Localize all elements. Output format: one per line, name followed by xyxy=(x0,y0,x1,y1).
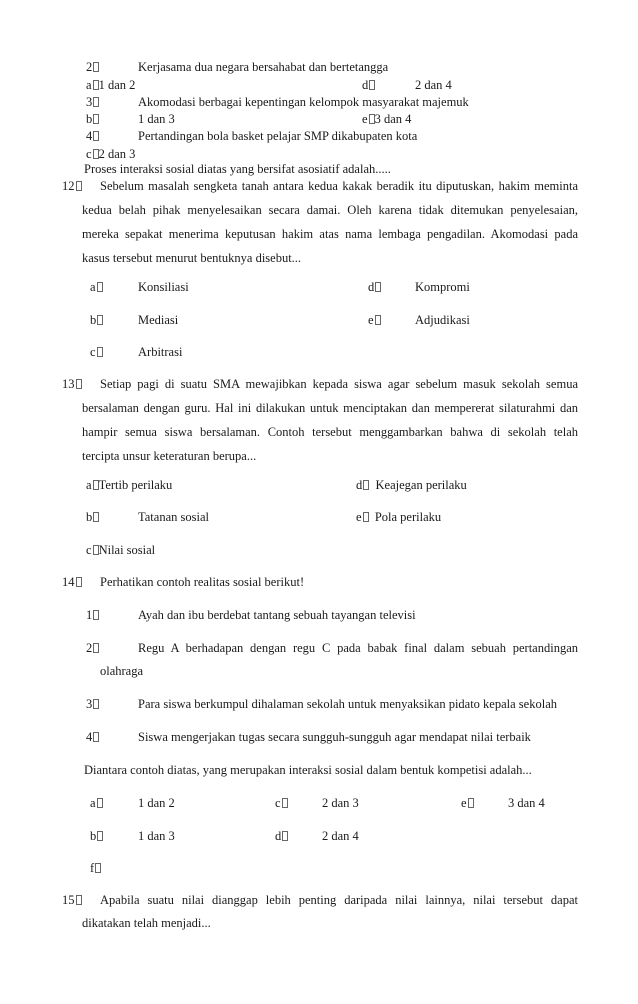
item-number: 4 xyxy=(86,730,99,745)
item-text: Siswa mengerjakan tugas secara sungguh-sungguh agar mendapat nilai terbaik xyxy=(138,730,531,744)
bullet-box-icon xyxy=(468,798,474,808)
option-a: a Tertib perilaku xyxy=(86,478,173,492)
question-text: Diantara contoh diatas, yang merupakan interaksi sosial dalam bentuk kompetisi adalah... xyxy=(84,763,532,777)
option-b-text: 1 dan 3 xyxy=(138,112,175,126)
bullet-box-icon xyxy=(282,831,288,841)
question-line: Sebelum masalah sengketa tanah antara kedua kakak beradik itu diputuskan, hakim meminta xyxy=(100,179,578,193)
bullet-box-icon xyxy=(76,181,82,191)
option-e: e Pola perilaku xyxy=(356,510,442,524)
option-d-letter: d xyxy=(362,78,375,93)
item-number: 2 xyxy=(86,641,99,656)
bullet-box-icon xyxy=(93,131,99,141)
question-number: 12 xyxy=(62,179,82,194)
option-letter: b xyxy=(90,313,103,328)
option-text: Mediasi xyxy=(138,313,179,327)
option-letter: b xyxy=(90,829,103,844)
question-line: tercipta unsur keteraturan berupa... xyxy=(82,449,257,463)
bullet-box-icon xyxy=(93,62,99,72)
option-letter: c xyxy=(275,796,288,811)
option-letter: a xyxy=(90,796,103,811)
option-text: Tatanan sosial xyxy=(138,510,209,524)
bullet-box-icon xyxy=(282,798,288,808)
bullet-box-icon xyxy=(363,480,369,490)
option-text: 2 dan 4 xyxy=(322,829,359,843)
bullet-box-icon xyxy=(76,577,82,587)
bullet-box-icon xyxy=(375,282,381,292)
option-letter: d xyxy=(368,280,381,295)
option-text: Konsiliasi xyxy=(138,280,189,294)
option-d-text: 2 dan 4 xyxy=(415,78,452,92)
question-text: Proses interaksi sosial diatas yang bersifat asosiatif adalah..... xyxy=(84,162,391,176)
bullet-box-icon xyxy=(375,315,381,325)
question-line: Apabila suatu nilai dianggap lebih penting daripada nilai lainnya, nilai tersebut dapat xyxy=(100,893,578,907)
option-text: 2 dan 3 xyxy=(322,796,359,810)
item-text: Para siswa berkumpul dihalaman sekolah untuk menyaksikan pidato kepala sekolah xyxy=(138,697,557,711)
question-line: kedua belah pihak menyelesaikan secara damai. Oleh karena tidak ditemukan penyelesaian, xyxy=(82,203,578,217)
question-line: bersalaman dengan guru. Hal ini dilakukan untuk menciptakan dan mempererat silaturahmi dan xyxy=(82,401,578,415)
question-line: Setiap pagi di suatu SMA mewajibkan kepada siswa agar sebelum masuk sekolah semua xyxy=(100,377,578,391)
bullet-box-icon xyxy=(97,347,103,357)
item-text: Pertandingan bola basket pelajar SMP dikabupaten kota xyxy=(138,129,418,143)
option-d: d Keajegan perilaku xyxy=(356,478,467,492)
option-text: 1 dan 3 xyxy=(138,829,175,843)
question-number: 14 xyxy=(62,575,82,590)
item-text-continued: olahraga xyxy=(100,664,144,678)
question-line: mereka sepakat menerima keputusan hakim atas nama lembaga pengadilan. Akomodasi pada xyxy=(82,227,578,241)
option-letter: b xyxy=(86,510,99,525)
bullet-box-icon xyxy=(95,863,101,873)
option-b-letter: b xyxy=(86,112,99,127)
question-line: dikatakan telah menjadi... xyxy=(82,916,211,930)
item-text: Regu A berhadapan dengan regu C pada babak final dalam sebuah pertandingan xyxy=(138,641,578,655)
option-e: e 3 dan 4 xyxy=(362,112,412,126)
bullet-box-icon xyxy=(97,282,103,292)
bullet-box-icon xyxy=(76,895,82,905)
bullet-box-icon xyxy=(97,798,103,808)
bullet-box-icon xyxy=(76,379,82,389)
question-line: hampir semua siswa bersalaman. Contoh tersebut menggambarkan bahwa di sekolah telah xyxy=(82,425,578,439)
option-text: Arbitrasi xyxy=(138,345,183,359)
bullet-box-icon xyxy=(93,643,99,653)
option-text: Adjudikasi xyxy=(415,313,470,327)
option-letter: e xyxy=(461,796,474,811)
option-letter: a xyxy=(90,280,103,295)
item-text: Ayah dan ibu berdebat tantang sebuah tayangan televisi xyxy=(138,608,416,622)
bullet-box-icon xyxy=(93,610,99,620)
item-number: 1 xyxy=(86,608,99,623)
question-intro: Perhatikan contoh realitas sosial berikut! xyxy=(100,575,305,589)
option-letter: f xyxy=(90,861,101,876)
item-number: 4 xyxy=(86,129,99,144)
item-number: 3 xyxy=(86,95,99,110)
bullet-box-icon xyxy=(369,80,375,90)
option-text: 3 dan 4 xyxy=(508,796,545,810)
bullet-box-icon xyxy=(93,512,99,522)
question-line: kasus tersebut menurut bentuknya disebut... xyxy=(82,251,302,265)
bullet-box-icon xyxy=(93,732,99,742)
option-letter: e xyxy=(368,313,381,328)
option-c: c 2 dan 3 xyxy=(86,147,136,161)
bullet-box-icon xyxy=(93,114,99,124)
item-text: Kerjasama dua negara bersahabat dan bertetangga xyxy=(138,60,389,74)
option-letter: c xyxy=(90,345,103,360)
bullet-box-icon xyxy=(93,699,99,709)
item-number: 3 xyxy=(86,697,99,712)
item-text: Akomodasi berbagai kepentingan kelompok masyarakat majemuk xyxy=(138,95,469,109)
option-a: a 1 dan 2 xyxy=(86,78,136,92)
bullet-box-icon xyxy=(363,512,369,522)
option-letter: d xyxy=(275,829,288,844)
option-text: 1 dan 2 xyxy=(138,796,175,810)
item-number: 2 xyxy=(86,60,99,75)
bullet-box-icon xyxy=(97,315,103,325)
bullet-box-icon xyxy=(97,831,103,841)
bullet-box-icon xyxy=(93,97,99,107)
option-text: Kompromi xyxy=(415,280,470,294)
question-number: 13 xyxy=(62,377,82,392)
option-c: c Nilai sosial xyxy=(86,543,156,557)
question-number: 15 xyxy=(62,893,82,908)
